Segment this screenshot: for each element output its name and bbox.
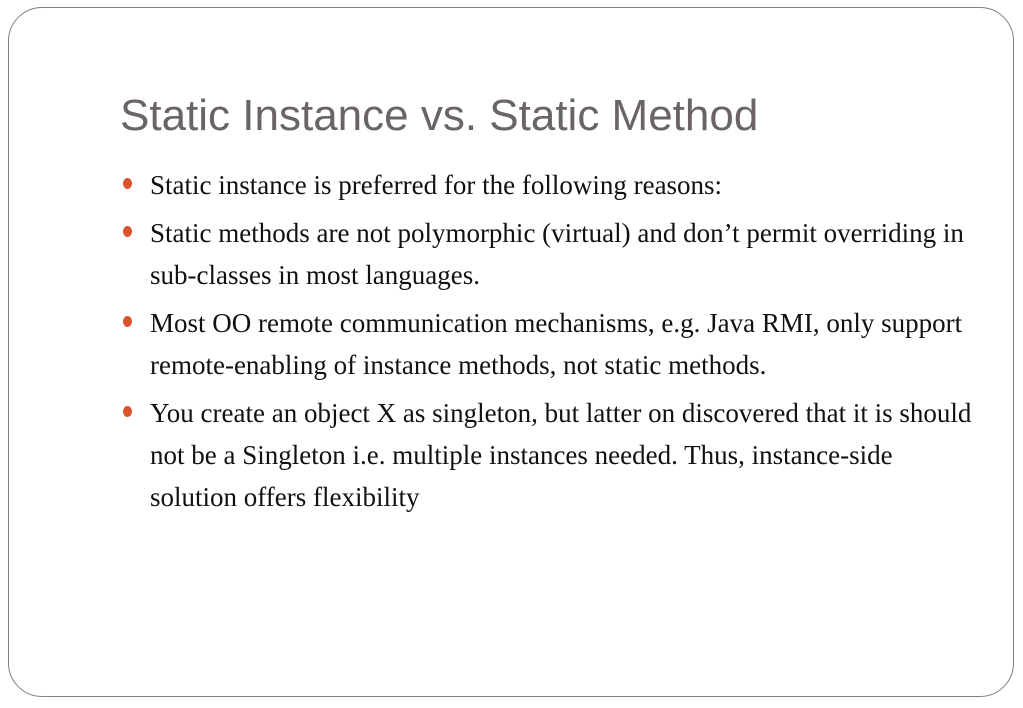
bullet-item-2 bbox=[121, 212, 981, 296]
bullet-dot-icon bbox=[123, 406, 132, 417]
bullet-item-1 bbox=[121, 164, 981, 206]
bullet-item-4 bbox=[121, 392, 981, 518]
bullet-text: You create an object X as singleton, but latter on discovered that it is should not be a Singleton i.e. multiple instances needed. Thus, instance-side solution offers flexibility bbox=[150, 398, 972, 512]
bullet-dot-icon bbox=[123, 316, 132, 327]
bullet-list bbox=[121, 164, 981, 524]
bullet-text: Static instance is preferred for the following reasons: bbox=[150, 170, 723, 200]
slide-frame bbox=[8, 7, 1014, 697]
slide-title: Static Instance vs. Static Method bbox=[120, 91, 759, 140]
bullet-dot-icon bbox=[123, 226, 132, 237]
bullet-item-3 bbox=[121, 302, 981, 386]
bullet-text: Static methods are not polymorphic (virtual) and don’t permit overriding in sub-classes in most languages. bbox=[150, 218, 964, 290]
bullet-text: Most OO remote communication mechanisms, e.g. Java RMI, only support remote-enabling of instance methods, not static methods. bbox=[150, 308, 963, 380]
bullet-dot-icon bbox=[123, 178, 132, 189]
